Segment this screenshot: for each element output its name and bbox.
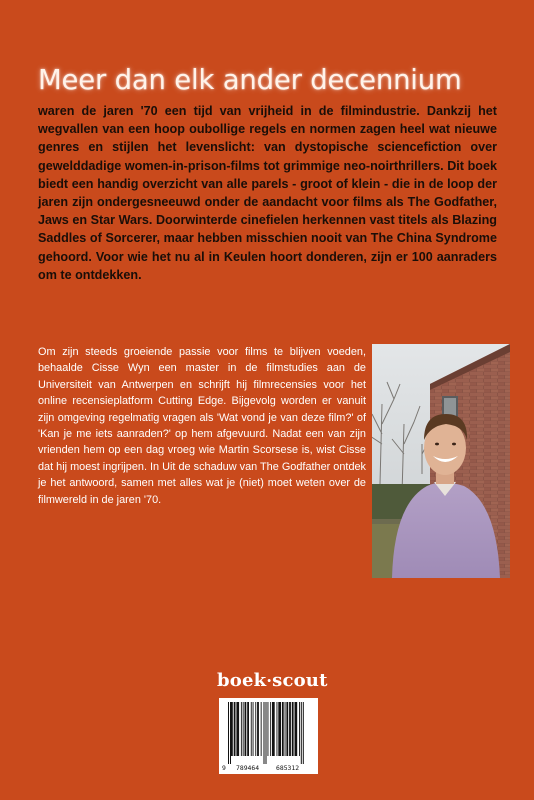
barcode-bar — [289, 702, 291, 756]
barcode-guard-bar — [230, 702, 231, 764]
barcode-bar — [231, 702, 233, 756]
barcode-bar — [285, 702, 286, 756]
author-bio: Om zijn steeds groeiende passie voor films te blijven voeden, behaalde Cisse Wyn een master in de filmstudies aan de Universiteit van Antwerpen en schrijft hij filmrecensies voor het online recensieplatform Cutting Edge. Bijgevolg worden er vanuit zijn omgeving regelmatig vragen als 'Wat vond je van deze film?' of 'Kan je me iets aanraden?' op hem afgevuurd. Nadat een van zijn vrienden hem op een dag vroeg wie Martin Scorsese is, wist Cisse dat hij moest ingrijpen. In Uit de schaduw van The Godfather ontdek je het antwoord, samen met alles wat je (niet) moet weten over de filmwereld in de jaren '70. — [38, 346, 366, 506]
isbn-barcode — [219, 698, 318, 774]
publisher-logo-part2: scout — [272, 670, 328, 691]
barcode-bar — [253, 702, 254, 756]
barcode-bar — [295, 702, 298, 756]
barcode-guard-bar — [228, 702, 229, 764]
barcode-guard-bar — [264, 702, 265, 764]
barcode-bar — [270, 702, 271, 756]
barcode-bar — [268, 702, 269, 756]
publisher-logo — [217, 670, 328, 691]
barcode-bar — [257, 702, 259, 756]
barcode-guard-bar — [266, 702, 267, 764]
barcode-bar — [272, 702, 275, 756]
barcode-bar — [282, 702, 284, 756]
intro-paragraph: waren de jaren '70 een tijd van vrijheid in de filmindustrie. Dankzij het wegvallen van een hoop oubollige regels en normen zagen heel wat nieuwe genres en stijlen het levenslicht: van dystopische sciencefiction over gewelddadige women-in-prison-films tot grimmige neo-noirthrillers. Dit boek biedt een handig overzicht van alle parels - groot of klein - die in de loop der jaren zijn ondergesneeuwd onder de aandacht voor films als The Godfather, Jaws en Star Wars. Doorwinterde cinefielen herkennen vast titels als Blazing Saddles of Sorcerer, maar hebben misschien nooit van The China Syndrome gehoord. Voor wie het nu al in Keulen hoort donderen, zijn er 100 aanraders om te ontdekken. — [38, 104, 497, 282]
cover-heading: Meer dan elk ander decennium — [38, 64, 462, 96]
author-photo-illustration — [372, 344, 510, 578]
barcode-bar — [236, 702, 239, 756]
isbn-group-1: 789464 — [236, 764, 260, 772]
publisher-logo-dot: · — [266, 671, 273, 690]
barcode-bar — [247, 702, 249, 756]
barcode-bar — [286, 702, 288, 756]
barcode-bar — [243, 702, 244, 756]
barcode-bar — [261, 702, 262, 756]
barcode-guard-bar — [303, 702, 304, 764]
barcode-guard-bar — [301, 702, 302, 764]
barcode-bar — [241, 702, 242, 756]
barcode-bars — [219, 698, 318, 764]
author-photo — [372, 344, 510, 578]
barcode-bar — [278, 702, 281, 756]
barcode-bar — [292, 702, 294, 756]
barcode-bar — [234, 702, 236, 756]
isbn-first-digit: 9 — [222, 764, 226, 772]
barcode-bar — [299, 702, 300, 756]
publisher-logo-part1: boek — [217, 670, 267, 691]
barcode-bar — [277, 702, 278, 756]
isbn-group-2: 685312 — [276, 764, 300, 772]
barcode-bar — [251, 702, 252, 756]
barcode-bar — [245, 702, 247, 756]
barcode-bar — [255, 702, 256, 756]
